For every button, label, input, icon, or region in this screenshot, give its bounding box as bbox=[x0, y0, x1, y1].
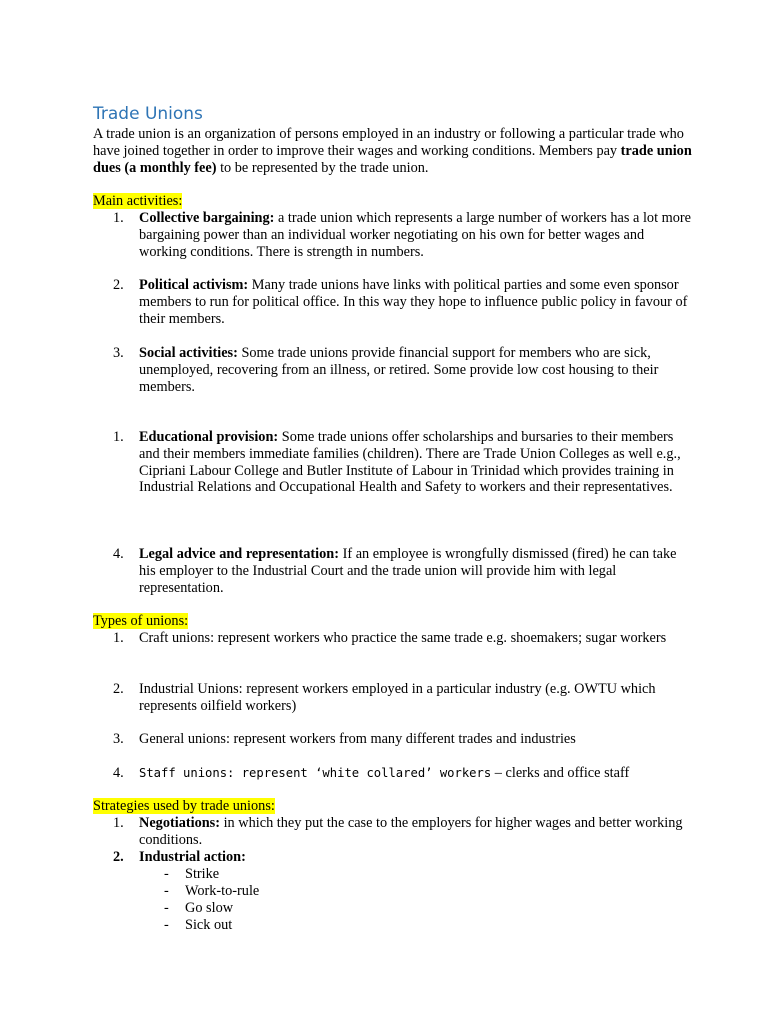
list-text bbox=[139, 546, 691, 596]
strategies-heading-text: Strategies used by trade unions: bbox=[93, 798, 275, 814]
list-body: Many trade unions have links with political parties and some even sponsor members to run for political office. In this way they hope to influence public policy in favour of their members. bbox=[139, 277, 688, 327]
list-bold: Educational provision: bbox=[139, 429, 279, 445]
list-number: 1. bbox=[113, 429, 124, 445]
list-bold: Negotiations: bbox=[139, 815, 221, 831]
list-number: 2. bbox=[113, 277, 124, 293]
list-text bbox=[139, 277, 691, 327]
list-text: Work-to-rule bbox=[185, 883, 260, 899]
list-text bbox=[139, 429, 691, 496]
list-bold: Legal advice and representation: bbox=[139, 546, 340, 562]
list-bold: Political activism: bbox=[139, 277, 249, 293]
list-body: – clerks and office staff bbox=[491, 765, 630, 781]
types-heading-text: Types of unions: bbox=[93, 613, 189, 629]
list-number: 3. bbox=[113, 731, 124, 747]
list-text bbox=[139, 210, 691, 260]
list-text: Strike bbox=[185, 866, 220, 882]
dash-marker: - bbox=[164, 883, 169, 899]
dash-marker: - bbox=[164, 866, 169, 882]
main-activities-heading-text: Main activities: bbox=[93, 193, 183, 209]
list-body: Some trade unions provide financial support for members who are sick, unemployed, recovering from an illness, or retired. Some provide low cost housing to their members. bbox=[139, 345, 659, 395]
list-text bbox=[139, 849, 691, 866]
intro-text-2: to be represented by the trade union. bbox=[216, 159, 429, 176]
page-title: Trade Unions bbox=[93, 104, 203, 124]
list-text: Craft unions: represent workers who practice the same trade e.g. shoemakers; sugar workers bbox=[139, 630, 667, 646]
strategies-heading bbox=[93, 798, 713, 815]
list-bold: Industrial action: bbox=[139, 849, 246, 865]
list-body: Some trade unions offer scholarships and bursaries to their members and their members immediate families (children). There are Trade Union Colleges as well e.g., Cipriani Labour College and Butler Institute of Labour in Trinidad which provides training in Industrial Relations and Occupational Health and Safety to workers and their representatives. bbox=[139, 429, 681, 496]
dash-marker: - bbox=[164, 900, 169, 916]
list-body: If an employee is wrongfully dismissed (fired) he can take his employer to the Industrial Court and the trade union will provide him with legal representation. bbox=[139, 546, 677, 596]
list-text bbox=[139, 815, 691, 849]
intro-text-1: A trade union is an organization of persons employed in an industry or following a particular trade who have joined together in order to improve their wages and working conditions. Members pay bbox=[93, 126, 684, 159]
list-text bbox=[139, 345, 691, 395]
list-number: 1. bbox=[113, 210, 124, 226]
list-body: a trade union which represents a large number of workers has a lot more bargaining power than an individual worker negotiating on his own for better wages and working conditions. There is strength in numbers. bbox=[139, 210, 692, 260]
list-text: Sick out bbox=[185, 917, 233, 933]
list-number: 4. bbox=[113, 765, 124, 781]
dash-marker: - bbox=[164, 917, 169, 933]
list-text bbox=[139, 765, 691, 782]
list-body: in which they put the case to the employers for higher wages and better working conditions. bbox=[139, 815, 683, 848]
list-number: 1. bbox=[113, 630, 124, 646]
list-text: General unions: represent workers from many different trades and industries bbox=[139, 731, 576, 747]
list-text: Go slow bbox=[185, 900, 234, 916]
list-mono: Staff unions: represent ‘white collared’ workers bbox=[139, 766, 492, 780]
list-number: 2. bbox=[113, 849, 124, 865]
list-bold: Social activities: bbox=[139, 345, 238, 361]
list-number: 2. bbox=[113, 681, 124, 697]
list-number: 4. bbox=[113, 546, 124, 562]
list-number: 1. bbox=[113, 815, 124, 831]
list-number: 3. bbox=[113, 345, 124, 361]
main-activities-heading bbox=[93, 193, 713, 210]
intro-paragraph bbox=[93, 126, 713, 176]
list-text: Industrial Unions: represent workers employed in a particular industry (e.g. OWTU which represents oilfield workers) bbox=[139, 681, 656, 714]
intro-bold: trade union dues (a monthly fee) bbox=[93, 142, 692, 176]
types-heading bbox=[93, 613, 713, 630]
list-bold: Collective bargaining: bbox=[139, 210, 275, 226]
